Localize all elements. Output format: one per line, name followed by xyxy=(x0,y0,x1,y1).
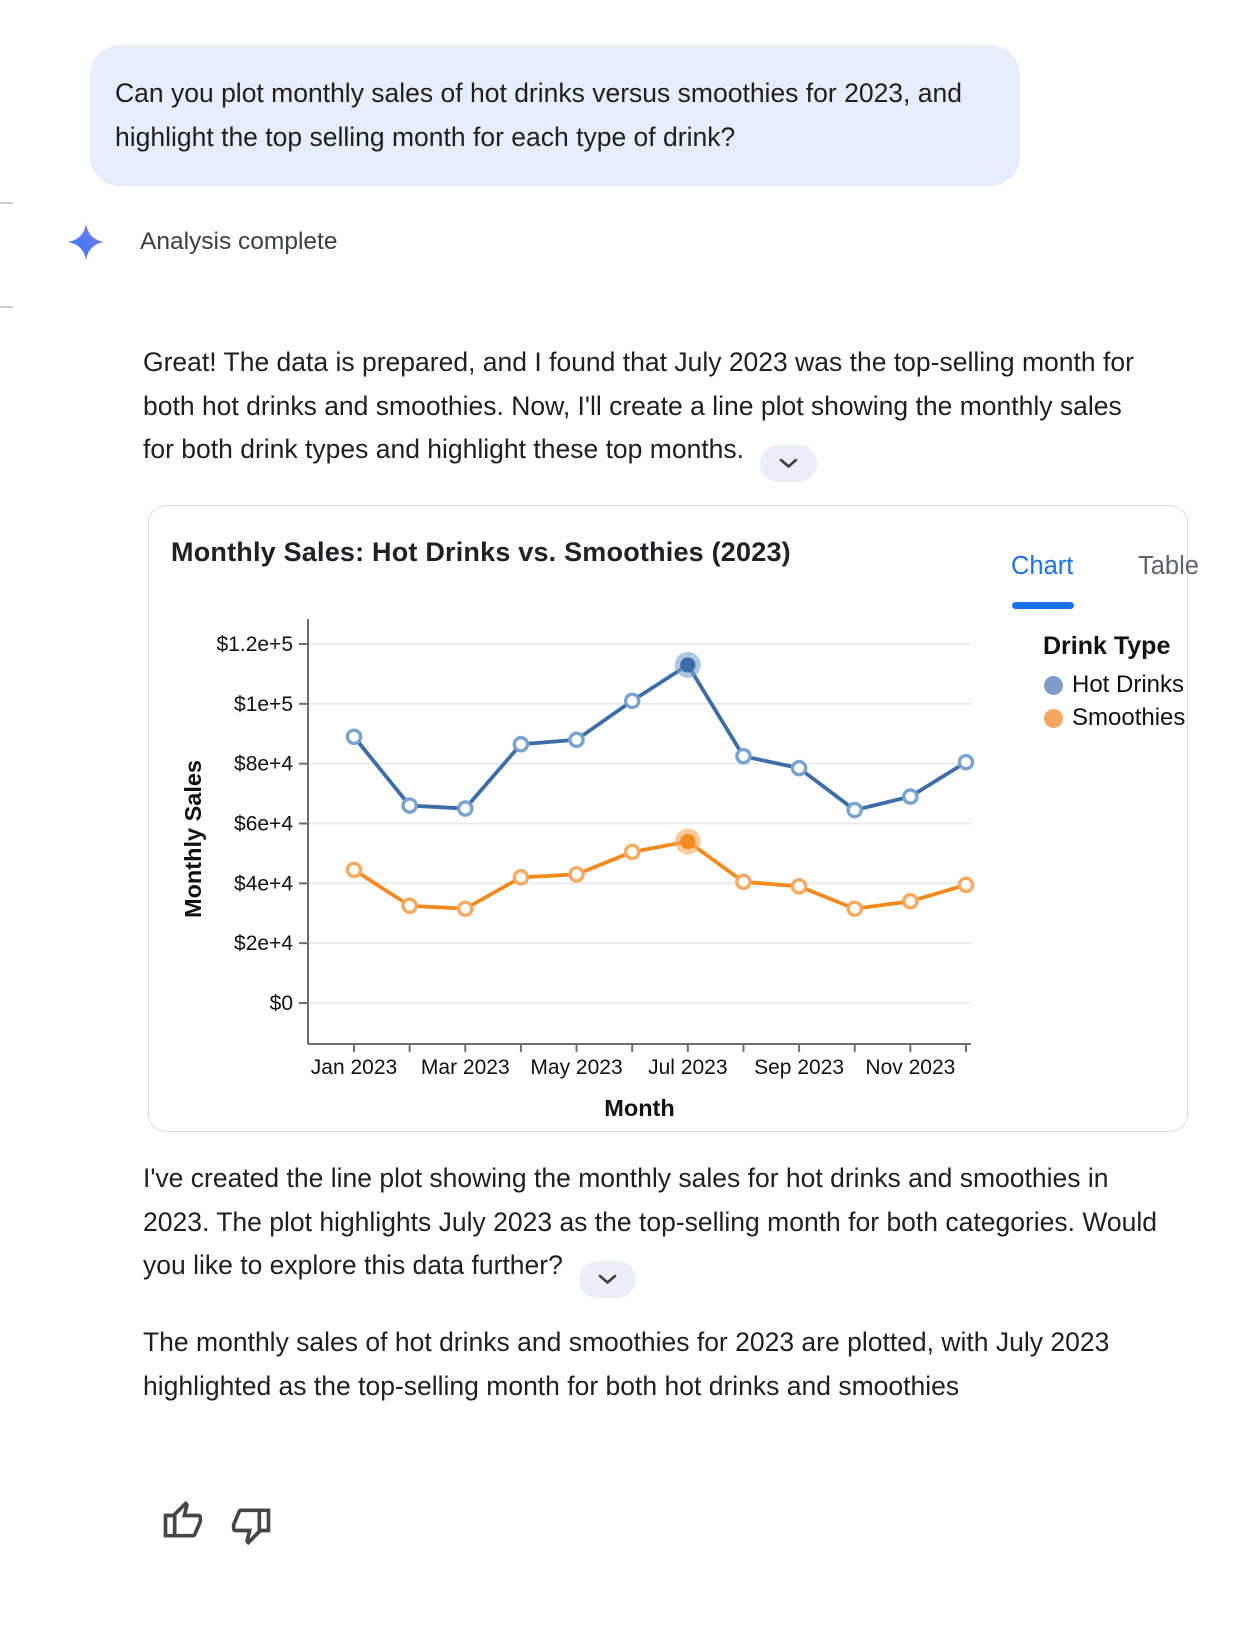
x-tick-label: Nov 2023 xyxy=(865,1056,956,1079)
user-message-bubble xyxy=(90,45,1020,186)
analysis-status-label: Analysis complete xyxy=(140,228,338,255)
y-tick-label: $1.2e+5 xyxy=(216,633,293,657)
data-point-smoothies[interactable] xyxy=(570,868,583,881)
x-tick-label: Jul 2023 xyxy=(648,1056,728,1079)
left-edge-mark xyxy=(0,306,13,308)
series-line-hot-drinks xyxy=(354,665,966,810)
data-point-smoothies[interactable] xyxy=(347,863,360,876)
legend-label-hot-drinks: Hot Drinks xyxy=(1072,671,1185,698)
x-tick-label: Sep 2023 xyxy=(754,1056,845,1079)
data-point-hot-drinks[interactable] xyxy=(570,733,583,746)
data-point-smoothies[interactable] xyxy=(626,845,639,858)
data-point-hot-drinks[interactable] xyxy=(848,803,861,816)
chart-card xyxy=(148,505,1199,1132)
x-tick-label: May 2023 xyxy=(530,1056,623,1079)
thumbs-down-button[interactable] xyxy=(230,1502,276,1548)
expand-details-button-2[interactable] xyxy=(579,1261,636,1298)
left-edge-mark xyxy=(0,202,13,204)
data-point-hot-drinks[interactable] xyxy=(403,799,416,812)
tab-chart[interactable]: Chart xyxy=(1011,552,1074,580)
data-point-hot-drinks[interactable] xyxy=(737,750,750,763)
legend-dot-hot-drinks xyxy=(1044,676,1063,695)
expand-details-button[interactable] xyxy=(760,445,817,482)
data-point-smoothies[interactable] xyxy=(514,871,527,884)
x-tick-label: Jan 2023 xyxy=(310,1056,398,1079)
data-point-smoothies[interactable] xyxy=(403,899,416,912)
data-point-smoothies[interactable] xyxy=(459,902,472,915)
user-message-text: Can you plot monthly sales of hot drinks versus smoothies for 2023, and highlight the top selling month for each type of drink? xyxy=(115,78,962,152)
chevron-down-icon xyxy=(598,1274,617,1285)
data-point-hot-drinks[interactable] xyxy=(514,738,527,751)
y-axis-title: Monthly Sales xyxy=(180,759,206,919)
assistant-paragraph-1-text: Great! The data is prepared, and I found that July 2023 was the top-selling month for both hot drinks and smoothies. Now, I'll create a line plot showing the monthly sales for both drink types and highlight these top months. xyxy=(143,347,1134,464)
legend-title: Drink Type xyxy=(1043,632,1171,660)
data-point-hot-drinks[interactable] xyxy=(792,762,805,775)
feedback-bar xyxy=(160,1498,276,1548)
data-point-smoothies[interactable] xyxy=(904,895,917,908)
thumbs-up-button[interactable] xyxy=(160,1498,206,1544)
chevron-down-icon xyxy=(779,458,798,469)
data-point-hot-drinks[interactable] xyxy=(626,694,639,707)
tab-table[interactable]: Table xyxy=(1138,552,1199,580)
data-point-smoothies[interactable] xyxy=(959,878,972,891)
data-point-hot-drinks[interactable] xyxy=(959,756,972,769)
data-point-hot-drinks[interactable] xyxy=(904,790,917,803)
y-tick-label: $4e+4 xyxy=(234,872,293,896)
highlight-point-hot-drinks[interactable] xyxy=(680,657,695,672)
chart-title: Monthly Sales: Hot Drinks vs. Smoothies (2023) xyxy=(171,537,791,567)
legend-item-smoothies[interactable] xyxy=(1043,704,1185,732)
y-tick-label: $2e+4 xyxy=(234,932,293,956)
data-point-smoothies[interactable] xyxy=(848,902,861,915)
data-point-hot-drinks[interactable] xyxy=(347,730,360,743)
thumbs-up-icon xyxy=(160,1499,204,1543)
legend-item-hot-drinks[interactable] xyxy=(1043,671,1185,699)
line-chart-canvas[interactable] xyxy=(149,506,1189,1133)
y-tick-label: $0 xyxy=(269,992,293,1015)
highlight-point-smoothies[interactable] xyxy=(680,834,695,849)
y-tick-label: $1e+5 xyxy=(234,692,293,716)
data-point-smoothies[interactable] xyxy=(792,880,805,893)
data-point-hot-drinks[interactable] xyxy=(459,802,472,815)
chart-legend xyxy=(1043,632,1185,737)
data-point-smoothies[interactable] xyxy=(737,875,750,888)
x-tick-label: Mar 2023 xyxy=(420,1056,510,1079)
y-tick-label: $6e+4 xyxy=(234,812,293,836)
legend-dot-smoothies xyxy=(1044,709,1063,728)
assistant-paragraph-3 xyxy=(143,1321,1159,1408)
assistant-paragraph-2 xyxy=(143,1157,1159,1298)
thumbs-down-icon xyxy=(230,1503,274,1547)
y-tick-label: $8e+4 xyxy=(234,752,293,776)
analysis-status-row xyxy=(66,222,337,262)
assistant-paragraph-2-text: I've created the line plot showing the monthly sales for hot drinks and smoothies in 2023. The plot highlights July 2023 as the top-selling month for both categories. Would you like to explore this data further? xyxy=(143,1163,1158,1280)
assistant-paragraph-1 xyxy=(143,341,1159,482)
assistant-paragraph-3-text: The monthly sales of hot drinks and smoothies for 2023 are plotted, with July 2023 highlighted as the top-selling month for both hot drinks and smoothies xyxy=(143,1327,1110,1401)
series-line-smoothies xyxy=(354,841,966,908)
gemini-sparkle-icon xyxy=(66,222,106,262)
legend-label-smoothies: Smoothies xyxy=(1072,704,1186,731)
x-axis-title: Month xyxy=(604,1095,675,1121)
